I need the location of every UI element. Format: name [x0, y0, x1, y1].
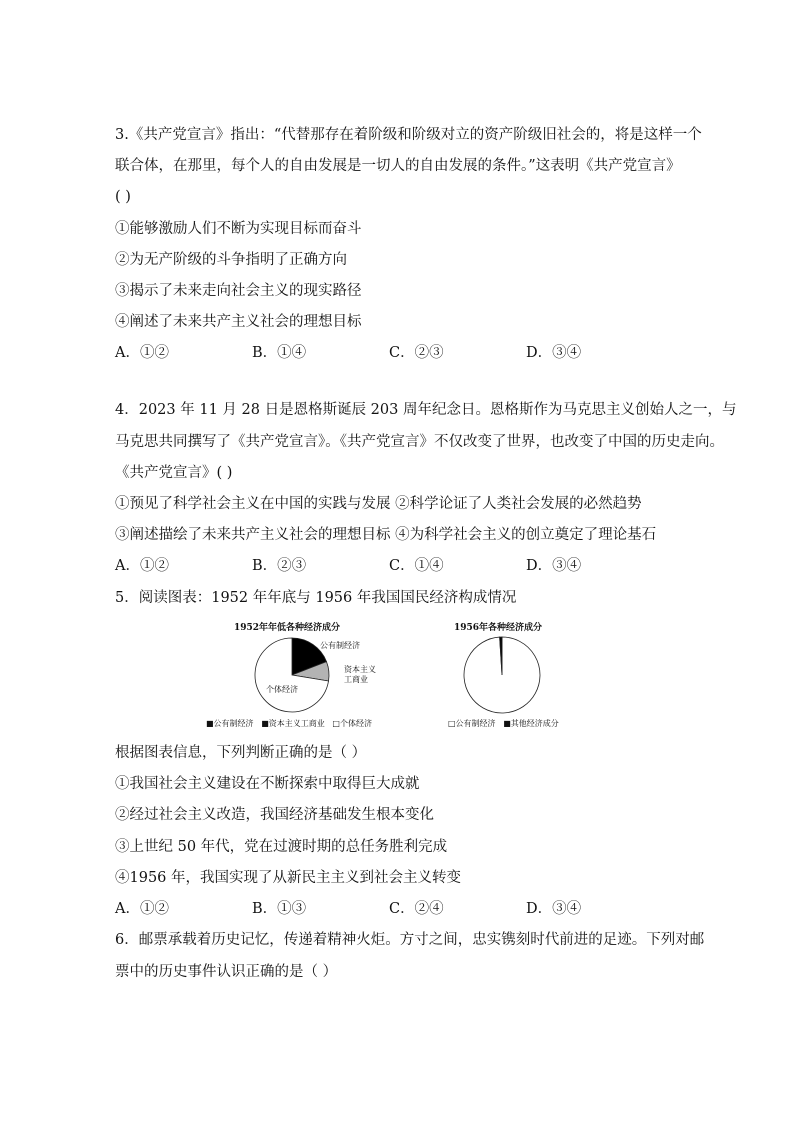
legend-other-1956: ■其他经济成分 [503, 719, 559, 728]
chart-1952-pie [200, 616, 410, 734]
chart-1952-legend [206, 718, 372, 729]
q3-item-1: ①能够激励人们不断为实现目标而奋斗 [115, 221, 362, 237]
q3-option-c[interactable]: C．②③ [389, 345, 444, 361]
q5-stem: 5．阅读图表：1952 年年底与 1956 年我国国民经济构成情况 [115, 590, 517, 606]
q4-option-b[interactable]: B．②③ [252, 558, 307, 574]
q4-option-c[interactable]: C．①④ [389, 558, 444, 574]
slice-label-individual: 个体经济 [266, 685, 298, 694]
q4-stem-line2: 马克思共同撰写了《共产党宣言》。《共产党宣言》不仅改变了世界，也改变了中国的历史走向。 [115, 434, 724, 450]
slice-label-capitalist-2: 工商业 [344, 675, 368, 684]
q5-option-b[interactable]: B．①③ [252, 901, 307, 917]
q3-option-b[interactable]: B．①④ [252, 345, 307, 361]
q3-options [115, 343, 675, 363]
chart-1956-legend [448, 718, 559, 729]
q3-stem-line1: 3.《共产党宣言》指出：“代替那存在着阶级和阶级对立的资产阶级旧社会的，将是这样一个 [115, 127, 702, 143]
legend-public-1956: □公有制经济 [448, 719, 496, 728]
q3-option-a[interactable]: A．①② [115, 345, 169, 361]
q4-options [115, 556, 675, 576]
q3-option-d[interactable]: D．③④ [526, 345, 582, 361]
chart-1956 [440, 616, 590, 734]
legend-individual: □个体经济 [332, 719, 372, 728]
slice-label-capitalist-1: 资本主义 [344, 665, 376, 674]
q4-stem-line3: 《共产党宣言》( ) [115, 465, 233, 481]
q6-stem-line1: 6．邮票承载着历史记忆，传递着精神火炬。方寸之间，忠实镌刻时代前进的足迹。下列对邮 [115, 932, 705, 948]
q4-items-row2: ③阐述描绘了未来共产主义社会的理想目标 ④为科学社会主义的创立奠定了理论基石 [115, 527, 657, 543]
chart-1952-title: 1952年年低各种经济成分 [234, 623, 341, 633]
chart-1956-pie [440, 616, 590, 734]
q4-option-a[interactable]: A．①② [115, 558, 169, 574]
q3-item-3: ③揭示了未来走向社会主义的现实路径 [115, 283, 362, 299]
legend-public: ■公有制经济 [206, 719, 254, 728]
q5-item-3: ③上世纪 50 年代，党在过渡时期的总任务胜利完成 [115, 839, 448, 855]
q3-item-2: ②为无产阶级的斗争指明了正确方向 [115, 252, 347, 268]
q5-option-c[interactable]: C．②④ [389, 901, 444, 917]
q5-item-1: ①我国社会主义建设在不断探索中取得巨大成就 [115, 776, 420, 792]
q5-option-a[interactable]: A．①② [115, 901, 169, 917]
q4-items-row1: ①预见了科学社会主义在中国的实践与发展 ②科学论证了人类社会发展的必然趋势 [115, 496, 642, 512]
q3-item-4: ④阐述了未来共产主义社会的理想目标 [115, 314, 362, 330]
q5-item-4: ④1956 年，我国实现了从新民主主义到社会主义转变 [115, 870, 462, 886]
q5-item-2: ②经过社会主义改造，我国经济基础发生根本变化 [115, 807, 434, 823]
q3-stem-line2: 联合体，在那里，每个人的自由发展是一切人的自由发展的条件。”这表明《共产党宣言》 [115, 158, 681, 174]
q5-options [115, 899, 675, 919]
legend-capitalist: ■资本主义工商业 [261, 719, 325, 728]
q4-option-d[interactable]: D．③④ [526, 558, 582, 574]
q6-stem-line2: 票中的历史事件认识正确的是（ ） [115, 964, 338, 980]
chart-1952 [200, 616, 410, 734]
chart-1956-title: 1956年各种经济成分 [454, 623, 543, 633]
q5-prompt: 根据图表信息，下列判断正确的是（ ） [115, 745, 367, 761]
q3-stem-line3: ( ) [115, 189, 131, 205]
q5-option-d[interactable]: D．③④ [526, 901, 582, 917]
q4-stem-line1: 4．2023 年 11 月 28 日是恩格斯诞辰 203 周年纪念日。恩格斯作为马克思主义创始人之一，与 [115, 402, 737, 418]
slice-label-public: 公有制经济 [320, 641, 360, 650]
